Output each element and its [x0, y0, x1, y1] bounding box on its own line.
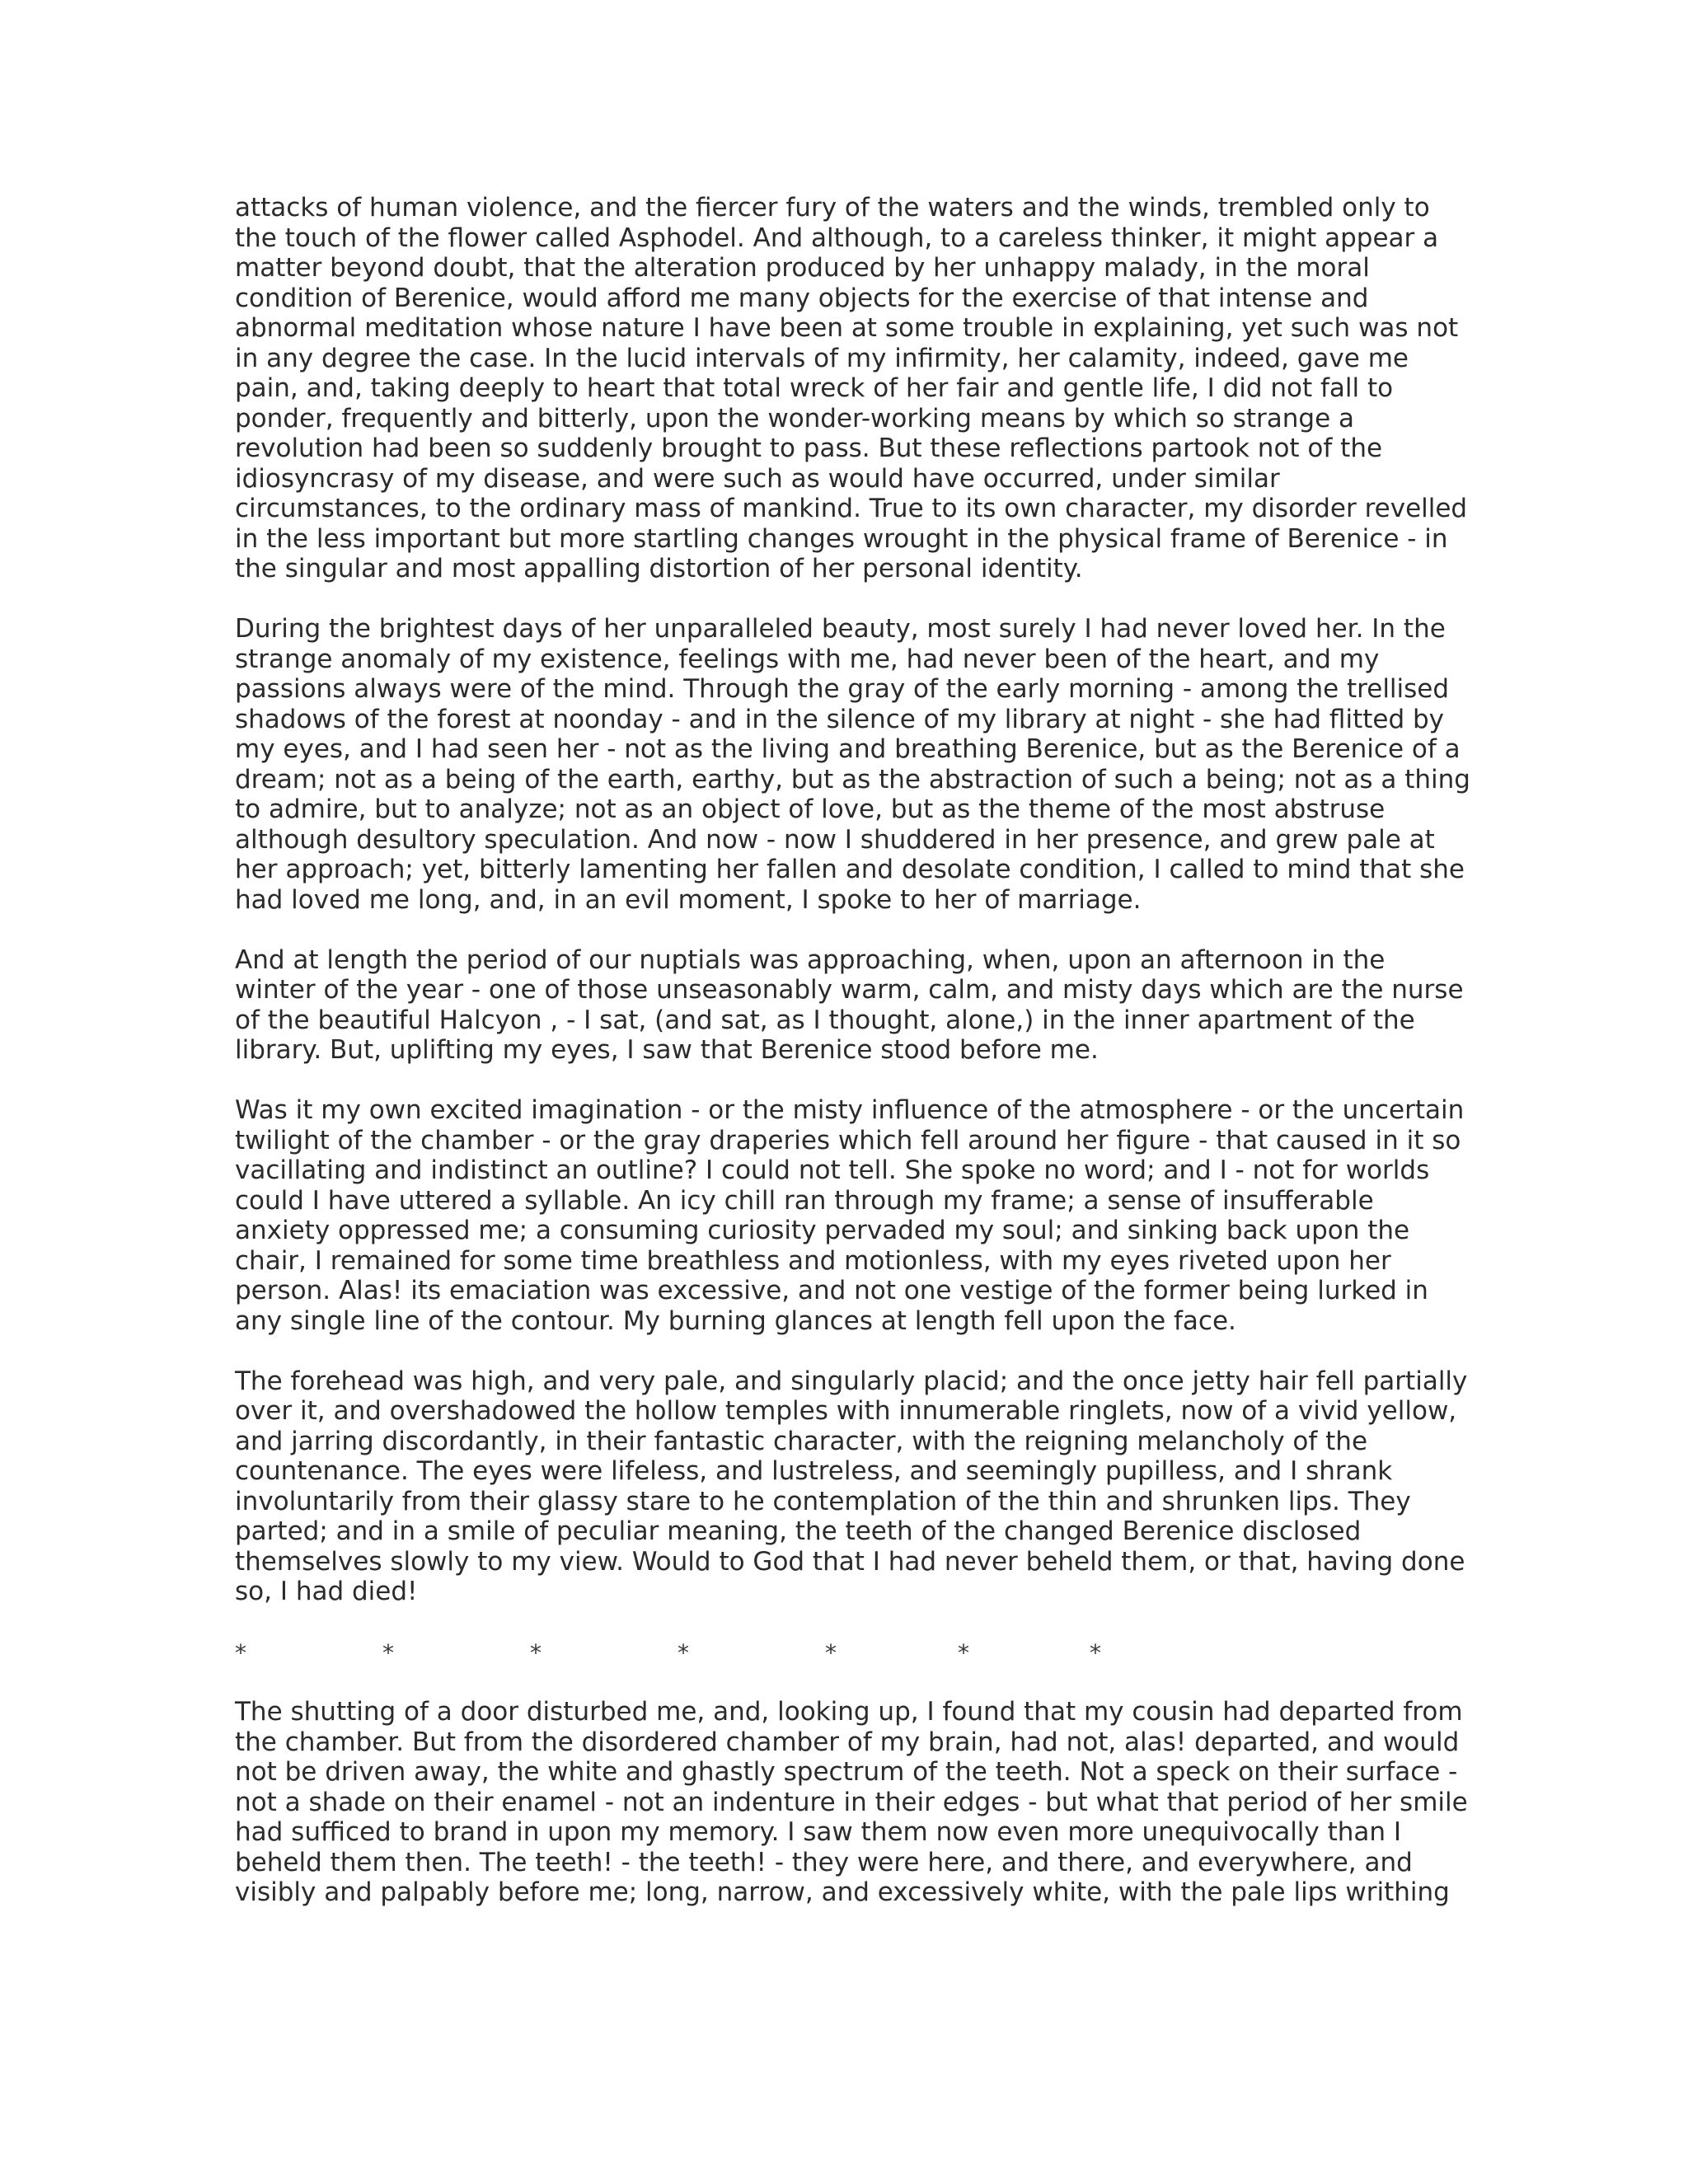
separator-star: * [678, 1639, 689, 1666]
separator-star: * [1090, 1639, 1101, 1666]
paragraph-2: During the brightest days of her unparalleled beauty, most surely I had never loved her. In the strange anomaly of my existence, feelings with me, had never been of the heart, and my passions always were of the mind. Through the gray of the early morning - among the trellised shadows of the forest at noonday - and in the silence of my library at night - she had flitted by my eyes, and I had seen her - not as the living and breathing Berenice, but as the Berenice of a dream; not as a being of the earth, earthy, but as the abstraction of such a being; not as a thing to admire, but to analyze; not as an object of love, but as the theme of the most abstruse although desultory speculation. And now - now I shuddered in her presence, and grew pale at her approach; yet, bitterly lamenting her fallen and desolate condition, I called to mind that she had loved me long, and, in an evil moment, I spoke to her of marriage. [235, 614, 1470, 915]
paragraph-6: The shutting of a door disturbed me, and, looking up, I found that my cousin had departed from the chamber. But from the disordered chamber of my brain, had not, alas! departed, and would not be driven away, the white and ghastly spectrum of the teeth. Not a speck on their surface - not a shade on their enamel - not an indenture in their edges - but what that period of her smile had sufficed to brand in upon my memory. I saw them now even more unequivocally than I beheld them then. The teeth! - the teeth! - they were here, and there, and everywhere, and visibly and palpably before me; long, narrow, and excessively white, with the pale lips writhing [235, 1697, 1468, 1907]
separator-star: * [235, 1639, 246, 1666]
separator-star: * [958, 1639, 969, 1666]
paragraph-1: attacks of human violence, and the fiercer fury of the waters and the winds, trembled only to the touch of the flower called Asphodel. And although, to a careless thinker, it might appear a matter beyond doubt, that the alteration produced by her unhappy malady, in the moral condition of Berenice, would afford me many objects for the exercise of that intense and abnormal meditation whose nature I have been at some trouble in explaining, yet such was not in any degree the case. In the lucid intervals of my infirmity, her calamity, indeed, gave me pain, and, taking deeply to heart that total wreck of her fair and gentle life, I did not fall to ponder, frequently and bitterly, upon the wonder-working means by which so strange a revolution had been so suddenly brought to pass. But these reflections partook not of the idiosyncrasy of my disease, and were such as would have occurred, under similar circumstances, to the ordinary mass of mankind. True to its own character, my disorder revelled in the less important but more startling changes wrought in the physical frame of Berenice - in the singular and most appalling distortion of her personal identity. [235, 193, 1468, 583]
paragraph-3: And at length the period of our nuptials was approaching, when, upon an afternoon in the winter of the year - one of those unseasonably warm, calm, and misty days which are the nurse of the beautiful Halcyon , - I sat, (and sat, as I thought, alone,) in the inner apartment of the library. But, uplifting my eyes, I saw that Berenice stood before me. [235, 944, 1464, 1065]
separator-star: * [530, 1639, 542, 1666]
separator-star: * [382, 1639, 394, 1666]
paragraph-5: The forehead was high, and very pale, and singularly placid; and the once jetty hair fell partially over it, and overshadowed the hollow temples with innumerable ringlets, now of a vivid yellow, and jarring discordantly, in their fantastic character, with the reigning melancholy of the countenance. The eyes were lifeless, and lustreless, and seemingly pupilless, and I shrank involuntarily from their glassy stare to he contemplation of the thin and shrunken lips. They parted; and in a smile of peculiar meaning, the teeth of the changed Berenice disclosed themselves slowly to my view. Would to God that I had never beheld them, or that, having done so, I had died! [235, 1366, 1468, 1606]
document-body [235, 193, 1471, 1938]
separator-star: * [825, 1639, 837, 1666]
paragraph-4: Was it my own excited imagination - or the misty influence of the atmosphere - or the uncertain twilight of the chamber - or the gray draperies which fell around her figure - that caused in it so vacillating and indistinct an outline? I could not tell. She spoke no word; and I - not for worlds could I have uttered a syllable. An icy chill ran through my frame; a sense of insufferable anxiety oppressed me; a consuming curiosity pervaded my soul; and sinking back upon the chair, I remained for some time breathless and motionless, with my eyes riveted upon her person. Alas! its emaciation was excessive, and not one vestige of the former being lurked in any single line of the contour. My burning glances at length fell upon the face. [235, 1095, 1465, 1336]
section-separator [235, 1637, 1471, 1667]
